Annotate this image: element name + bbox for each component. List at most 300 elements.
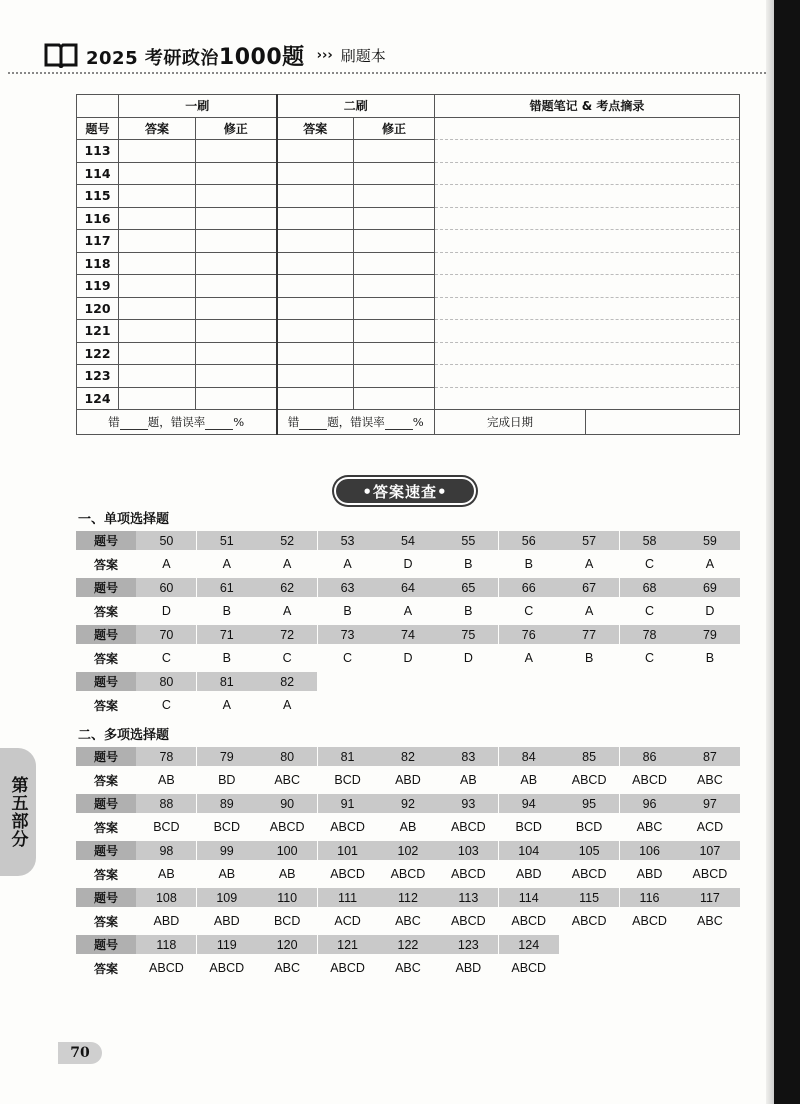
answer-value: AB — [278, 867, 296, 881]
question-number: 86 — [620, 747, 680, 766]
question-number: 80 — [257, 747, 317, 766]
answer-value: B — [343, 604, 352, 618]
fix-1-cell — [196, 342, 277, 365]
notes-line — [435, 320, 740, 343]
fix-2-cell — [354, 297, 435, 320]
fix-2-cell — [354, 365, 435, 388]
row-number: 118 — [77, 252, 119, 275]
row-label-number: 题号 — [76, 888, 136, 907]
question-number: 110 — [257, 888, 317, 907]
answer-value: A — [705, 557, 715, 571]
col-answer-2: 答案 — [277, 117, 354, 140]
question-number: 88 — [136, 794, 196, 813]
multi-choice-grid — [76, 747, 740, 982]
answer-value: A — [343, 557, 352, 571]
col-fix-2: 修正 — [354, 117, 435, 140]
question-number: 54 — [378, 531, 438, 550]
answer-value: BCD — [575, 820, 603, 834]
question-number: 59 — [680, 531, 740, 550]
answer-value: ABD — [455, 961, 482, 975]
row-number: 123 — [77, 365, 119, 388]
question-number: 93 — [438, 794, 498, 813]
question-number: 70 — [136, 625, 196, 644]
question-number: 79 — [197, 747, 257, 766]
question-number-row — [76, 888, 740, 912]
row-label-answer: 答案 — [93, 698, 118, 713]
question-number: 76 — [499, 625, 559, 644]
row-number: 114 — [77, 162, 119, 185]
row-label-number: 题号 — [76, 531, 136, 550]
question-number: 108 — [136, 888, 196, 907]
answer-2-cell — [277, 162, 354, 185]
answer-value: ABCD — [149, 961, 184, 975]
answer-value: ABCD — [632, 773, 667, 787]
question-number: 107 — [680, 841, 740, 860]
answer-value: ABC — [274, 961, 301, 975]
answer-row — [76, 865, 740, 889]
fix-1-cell — [196, 252, 277, 275]
book-title: 2025 考研政治1000题 — [86, 44, 305, 70]
answer-value: A — [222, 557, 231, 571]
question-number: 61 — [197, 578, 257, 597]
answer-value: ABC — [697, 914, 723, 928]
answer-1-cell — [119, 387, 196, 410]
row-label-number: 题号 — [76, 672, 136, 691]
answer-value: B — [584, 651, 594, 665]
question-number: 91 — [318, 794, 378, 813]
row-label-number: 题号 — [76, 578, 136, 597]
fix-1-cell — [196, 387, 277, 410]
fix-1-cell — [196, 365, 277, 388]
question-number: 96 — [620, 794, 680, 813]
answer-value: AB — [158, 773, 175, 787]
question-number: 124 — [499, 935, 559, 954]
notes-line — [435, 387, 740, 410]
fix-2-cell — [354, 387, 435, 410]
question-number: 121 — [318, 935, 378, 954]
question-number: 62 — [257, 578, 317, 597]
log-row — [77, 230, 740, 253]
single-choice-grid — [76, 531, 740, 719]
question-number: 80 — [136, 672, 196, 691]
answer-value: AB — [158, 867, 175, 881]
answer-1-cell — [119, 252, 196, 275]
question-number: 55 — [438, 531, 498, 550]
completion-date-label: 完成日期 — [435, 410, 586, 434]
answer-value: C — [161, 698, 171, 712]
question-number: 52 — [257, 531, 317, 550]
question-number: 73 — [318, 625, 378, 644]
question-number: 63 — [318, 578, 378, 597]
answer-value: ABCD — [511, 961, 547, 975]
row-number: 119 — [77, 275, 119, 298]
answer-2-cell — [277, 365, 354, 388]
log-row — [77, 297, 740, 320]
answer-value: A — [283, 557, 292, 571]
fix-2-cell — [354, 252, 435, 275]
question-number: 85 — [559, 747, 619, 766]
answer-value: ABD — [636, 867, 663, 881]
answer-row — [76, 649, 740, 673]
question-number: 101 — [318, 841, 378, 860]
answer-value: BCD — [515, 820, 542, 834]
answer-value: BD — [218, 773, 236, 787]
log-row — [77, 342, 740, 365]
answer-1-cell — [119, 297, 196, 320]
log-row — [77, 365, 740, 388]
answer-value: ABCD — [450, 820, 486, 834]
answer-value: AB — [460, 773, 477, 787]
answer-value: ABCD — [511, 914, 547, 928]
row-label-answer: 答案 — [93, 651, 118, 666]
answer-value: AB — [520, 773, 538, 787]
notes-line — [435, 252, 740, 275]
question-number: 87 — [680, 747, 740, 766]
question-number: 81 — [318, 747, 378, 766]
row-label-answer: 答案 — [93, 604, 118, 619]
answer-value: ABC — [636, 820, 663, 834]
answer-value: B — [222, 651, 231, 665]
row-number: 121 — [77, 320, 119, 343]
notes-header: 错题笔记 & 考点摘录 — [435, 95, 740, 118]
answer-row — [76, 771, 740, 795]
question-number: 77 — [559, 625, 619, 644]
question-number: 66 — [499, 578, 559, 597]
answer-1-cell — [119, 162, 196, 185]
answer-value: D — [463, 651, 473, 665]
answer-row — [76, 959, 740, 983]
answer-1-cell — [119, 140, 196, 163]
question-number: 81 — [197, 672, 257, 691]
row-label-number: 题号 — [76, 794, 136, 813]
log-row — [77, 185, 740, 208]
log-row — [77, 162, 740, 185]
row-label-answer: 答案 — [93, 557, 118, 572]
answer-value: BCD — [334, 773, 361, 787]
answer-value: A — [283, 698, 292, 712]
question-number: 122 — [378, 935, 438, 954]
answer-value: B — [464, 604, 473, 618]
fix-1-cell — [196, 297, 277, 320]
row-label-number: 题号 — [76, 841, 136, 860]
question-number-row — [76, 672, 740, 696]
answer-value: ABCD — [390, 867, 426, 881]
answer-value: A — [162, 557, 171, 571]
answer-value: C — [645, 604, 655, 618]
answer-value: C — [645, 651, 655, 665]
question-number-row — [76, 531, 740, 555]
row-number: 120 — [77, 297, 119, 320]
question-number: 82 — [378, 747, 438, 766]
answer-row — [76, 818, 740, 842]
answer-value: BCD — [153, 820, 180, 834]
first-pass-summary: 错 题，错误率 % — [77, 410, 277, 435]
question-number: 74 — [378, 625, 438, 644]
question-number-row — [76, 625, 740, 649]
notes-line — [435, 275, 740, 298]
answer-1-cell — [119, 342, 196, 365]
answer-value: B — [524, 557, 533, 571]
answer-value: C — [524, 604, 534, 618]
answer-value: AB — [218, 867, 236, 881]
question-number: 51 — [197, 531, 257, 550]
fix-2-cell — [354, 275, 435, 298]
row-number: 124 — [77, 387, 119, 410]
second-pass-summary: 错 题，错误率 % — [277, 410, 435, 435]
question-number: 92 — [378, 794, 438, 813]
row-label-answer: 答案 — [93, 914, 118, 929]
question-number: 99 — [197, 841, 257, 860]
question-number: 104 — [499, 841, 559, 860]
answer-row — [76, 602, 740, 626]
answer-value: ABCD — [450, 867, 486, 881]
log-row — [77, 387, 740, 410]
question-number: 90 — [257, 794, 317, 813]
answer-2-cell — [277, 387, 354, 410]
answer-value: ABCD — [330, 820, 365, 834]
single-choice-title: 一、单项选择题 — [78, 512, 170, 527]
answer-value: ABCD — [692, 867, 728, 881]
question-number: 109 — [197, 888, 257, 907]
question-number: 106 — [620, 841, 680, 860]
notes-line — [435, 365, 740, 388]
answer-value: D — [403, 651, 413, 665]
notes-line — [435, 230, 740, 253]
notes-line — [435, 207, 740, 230]
answer-value: ABC — [395, 914, 421, 928]
answer-value: C — [645, 557, 655, 571]
answer-1-cell — [119, 185, 196, 208]
log-row — [77, 252, 740, 275]
answer-value: D — [403, 557, 413, 571]
fix-1-cell — [196, 140, 277, 163]
page-number: 70 — [58, 1042, 102, 1064]
answer-1-cell — [119, 230, 196, 253]
question-number-row — [76, 747, 740, 771]
answer-lookup-badge: •答案速查• — [334, 477, 476, 505]
col-fix-1: 修正 — [196, 117, 277, 140]
row-label-answer: 答案 — [93, 961, 118, 976]
fix-1-cell — [196, 320, 277, 343]
question-number: 71 — [197, 625, 257, 644]
question-number: 105 — [559, 841, 619, 860]
chevrons: ››› — [316, 47, 333, 63]
answer-value: C — [161, 651, 171, 665]
question-number: 65 — [438, 578, 498, 597]
question-number: 58 — [620, 531, 680, 550]
fix-2-cell — [354, 185, 435, 208]
col-num: 题号 — [77, 117, 119, 140]
notes-line — [435, 140, 740, 163]
question-number: 72 — [257, 625, 317, 644]
question-number: 69 — [680, 578, 740, 597]
question-number: 82 — [257, 672, 317, 691]
row-label-number: 题号 — [76, 935, 136, 954]
completion-date-value — [586, 410, 739, 434]
answer-row — [76, 912, 740, 936]
log-row — [77, 275, 740, 298]
question-number: 57 — [559, 531, 619, 550]
answer-1-cell — [119, 275, 196, 298]
row-label-answer: 答案 — [93, 773, 118, 788]
answer-value: ABCD — [330, 867, 365, 881]
answer-value: A — [524, 651, 533, 665]
answer-value: A — [283, 604, 292, 618]
question-number: 64 — [378, 578, 438, 597]
question-number: 119 — [197, 935, 257, 954]
row-number: 113 — [77, 140, 119, 163]
question-number: 100 — [257, 841, 317, 860]
answer-value: C — [343, 651, 353, 665]
question-number-row — [76, 578, 740, 602]
answer-value: AB — [399, 820, 417, 834]
answer-value: BCD — [213, 820, 240, 834]
answer-row — [76, 696, 740, 720]
question-number: 115 — [559, 888, 619, 907]
answer-value: A — [403, 604, 413, 618]
answer-value: ABCD — [330, 961, 365, 975]
fix-2-cell — [354, 207, 435, 230]
answer-2-cell — [277, 297, 354, 320]
question-number: 68 — [620, 578, 680, 597]
question-number: 78 — [620, 625, 680, 644]
fix-1-cell — [196, 207, 277, 230]
first-pass-header: 一刷 — [119, 95, 277, 118]
page-header — [44, 38, 386, 72]
notes-line — [435, 185, 740, 208]
question-number: 113 — [438, 888, 498, 907]
notes-line — [435, 117, 740, 140]
fix-2-cell — [354, 320, 435, 343]
answer-2-cell — [277, 252, 354, 275]
fix-1-cell — [196, 185, 277, 208]
fix-1-cell — [196, 162, 277, 185]
header-divider — [8, 72, 774, 74]
answer-value: ABCD — [209, 961, 245, 975]
question-number: 114 — [499, 888, 559, 907]
question-number-row — [76, 841, 740, 865]
answer-1-cell — [119, 365, 196, 388]
row-number: 117 — [77, 230, 119, 253]
answer-2-cell — [277, 140, 354, 163]
question-number: 75 — [438, 625, 498, 644]
question-number: 50 — [136, 531, 196, 550]
question-number-row — [76, 794, 740, 818]
question-number: 111 — [318, 888, 378, 907]
fix-2-cell — [354, 342, 435, 365]
log-row — [77, 320, 740, 343]
book-icon — [44, 42, 78, 68]
question-number: 84 — [499, 747, 559, 766]
answer-value: ACD — [334, 914, 361, 928]
answer-2-cell — [277, 342, 354, 365]
practice-log-table — [76, 94, 740, 435]
answer-2-cell — [277, 275, 354, 298]
row-label-number: 题号 — [76, 625, 136, 644]
notes-line — [435, 162, 740, 185]
multi-choice-title: 二、多项选择题 — [78, 728, 170, 743]
answer-value: A — [222, 698, 231, 712]
notes-line — [435, 297, 740, 320]
answer-value: BCD — [273, 914, 301, 928]
answer-value: A — [584, 557, 594, 571]
answer-value: ABCD — [571, 867, 607, 881]
answer-value: ABCD — [632, 914, 667, 928]
second-pass-header: 二刷 — [277, 95, 435, 118]
fix-2-cell — [354, 140, 435, 163]
question-number: 60 — [136, 578, 196, 597]
question-number: 112 — [378, 888, 438, 907]
question-number: 53 — [318, 531, 378, 550]
question-number: 67 — [559, 578, 619, 597]
answer-value: ABCD — [571, 773, 607, 787]
col-answer-1: 答案 — [119, 117, 196, 140]
fix-1-cell — [196, 275, 277, 298]
question-number: 89 — [197, 794, 257, 813]
answer-value: ABC — [697, 773, 723, 787]
answer-value: ABC — [274, 773, 301, 787]
row-label-number: 题号 — [76, 747, 136, 766]
answer-value: ABD — [395, 773, 421, 787]
answer-2-cell — [277, 320, 354, 343]
answer-row — [76, 555, 740, 579]
row-label-answer: 答案 — [93, 867, 118, 882]
question-number: 123 — [438, 935, 498, 954]
question-number: 116 — [620, 888, 680, 907]
answer-value: ABC — [395, 961, 421, 975]
answer-value: ABCD — [269, 820, 305, 834]
question-number: 117 — [680, 888, 740, 907]
fix-1-cell — [196, 230, 277, 253]
question-number: 120 — [257, 935, 317, 954]
corner-cell — [77, 95, 119, 118]
answer-value: A — [584, 604, 594, 618]
answer-value: D — [705, 604, 715, 618]
answer-value: B — [705, 651, 715, 665]
answer-value: ACD — [696, 820, 724, 834]
answer-value: B — [464, 557, 473, 571]
question-number: 102 — [378, 841, 438, 860]
log-row — [77, 140, 740, 163]
question-number: 118 — [136, 935, 196, 954]
row-number: 116 — [77, 207, 119, 230]
row-number: 115 — [77, 185, 119, 208]
answer-2-cell — [277, 230, 354, 253]
question-number: 78 — [136, 747, 196, 766]
question-number-row — [76, 935, 740, 959]
question-number: 79 — [680, 625, 740, 644]
fix-2-cell — [354, 162, 435, 185]
row-label-answer: 答案 — [93, 820, 118, 835]
answer-value: ABD — [153, 914, 180, 928]
question-number: 95 — [559, 794, 619, 813]
book-subtitle: 刷题本 — [340, 46, 386, 65]
question-number: 97 — [680, 794, 740, 813]
answer-value: B — [222, 604, 231, 618]
completion-date-cell — [435, 410, 740, 435]
question-number: 94 — [499, 794, 559, 813]
answer-2-cell — [277, 185, 354, 208]
answer-value: C — [282, 651, 292, 665]
answer-value: D — [161, 604, 171, 618]
notes-line — [435, 342, 740, 365]
answer-value: ABCD — [450, 914, 486, 928]
part-tab: 第五部分 — [0, 748, 36, 876]
answer-2-cell — [277, 207, 354, 230]
answer-1-cell — [119, 207, 196, 230]
page-edge-shadow — [766, 0, 774, 1104]
answer-1-cell — [119, 320, 196, 343]
